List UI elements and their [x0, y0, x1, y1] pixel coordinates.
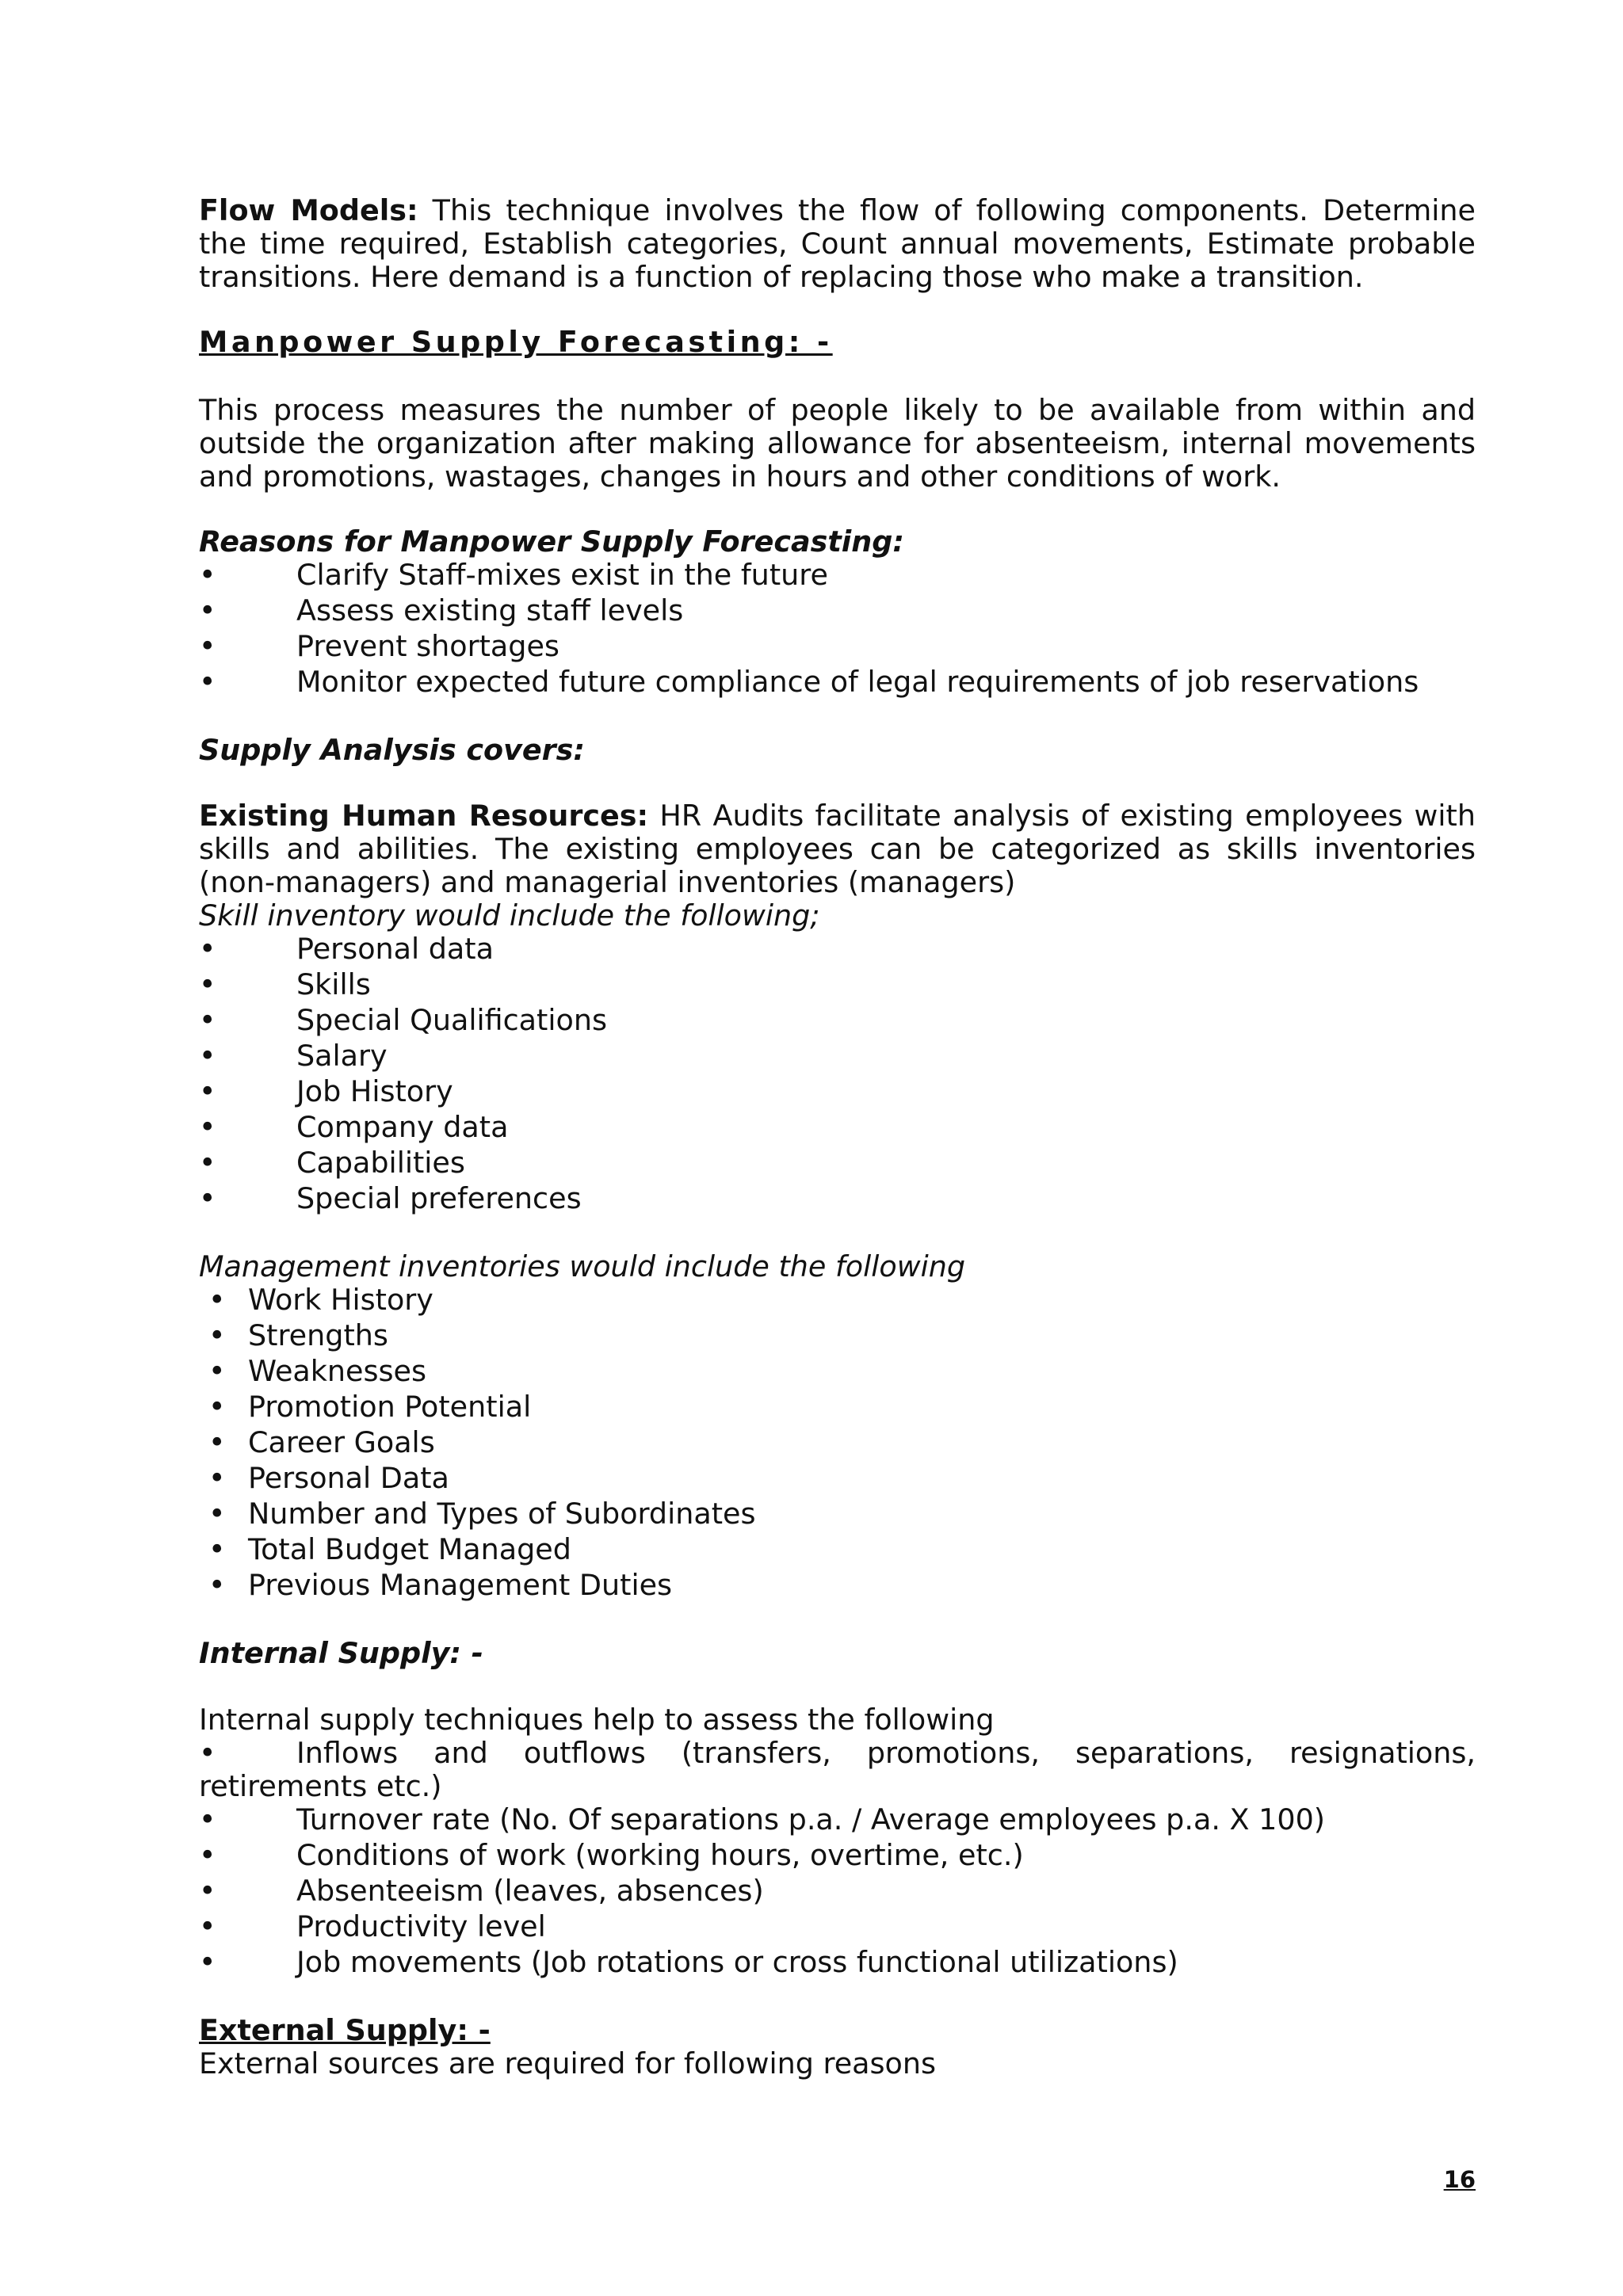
bullet-icon: • [199, 558, 216, 592]
supply-analysis-heading: Supply Analysis covers: [199, 733, 585, 767]
list-item: • Previous Management Duties [208, 1568, 673, 1602]
list-item: • Company data [199, 1110, 509, 1144]
skill-inventory-list [199, 933, 1476, 1218]
flow-models-text: This technique involves the flow of following components. Determine the time required, Establish categories, Count annual movements, Estimate probable transitions. Here demand is a function of replacing those who make a transition. [199, 193, 1476, 294]
bullet-icon: • [199, 1802, 216, 1836]
bullet-icon: • [208, 1318, 226, 1352]
bullet-icon: • [208, 1461, 226, 1495]
bullet-icon: • [199, 1181, 216, 1215]
bullet-icon: • [199, 1003, 216, 1037]
internal-supply-list [199, 1803, 1476, 1981]
bullet-icon: • [199, 1909, 216, 1943]
bullet-icon: • [208, 1497, 226, 1531]
list-item: • Job History [199, 1074, 453, 1108]
list-item: • Salary [199, 1039, 388, 1073]
bullet-icon: • [199, 1838, 216, 1872]
list-item: • Number and Types of Subordinates [208, 1497, 756, 1531]
existing-hr-paragraph [199, 799, 1476, 899]
bullet-icon: • [199, 1874, 216, 1908]
manpower-supply-heading: Manpower Supply Forecasting: - [199, 325, 833, 359]
document-page [199, 194, 1476, 2081]
flow-models-paragraph [199, 194, 1476, 294]
bullet-icon: • [199, 593, 216, 627]
page-number: 16 [1443, 2166, 1476, 2193]
list-item: • Conditions of work (working hours, overtime, etc.) [199, 1838, 1024, 1872]
list-item: • Personal Data [208, 1461, 449, 1495]
list-item: • Promotion Potential [208, 1390, 532, 1424]
list-item: • Special Qualifications [199, 1003, 607, 1037]
list-item: • Strengths [208, 1318, 388, 1352]
existing-hr-label: Existing Human Resources: [199, 799, 649, 833]
list-item: • Job movements (Job rotations or cross functional utilizations) [199, 1945, 1178, 1979]
bullet-icon: • [199, 967, 216, 1001]
bullet-icon: • [199, 1110, 216, 1144]
external-supply-text: External sources are required for following reasons [199, 2046, 937, 2081]
bullet-icon: • [199, 1146, 216, 1180]
list-item: • Assess existing staff levels [199, 593, 684, 627]
list-item: • Special preferences [199, 1181, 582, 1215]
bullet-icon: • [199, 1074, 216, 1108]
manpower-supply-paragraph: This process measures the number of people likely to be available from within and outside the organization after making allowance for absenteeism, internal movements and promotions, wastages, changes in hours and other conditions of work. [199, 393, 1476, 494]
list-item: • Absenteeism (leaves, absences) [199, 1874, 764, 1908]
flow-models-label: Flow Models: [199, 193, 418, 227]
skill-inventory-intro: Skill inventory would include the following; [199, 898, 820, 933]
list-item: • Productivity level [199, 1909, 546, 1943]
bullet-icon: • [199, 1736, 216, 1770]
management-inventories-intro: Management inventories would include the following [199, 1249, 966, 1283]
bullet-icon: • [208, 1390, 226, 1424]
list-item: • Personal data [199, 932, 494, 966]
bullet-icon: • [199, 665, 216, 699]
internal-supply-intro: Internal supply techniques help to assess the following [199, 1703, 995, 1737]
list-item: • Turnover rate (No. Of separations p.a. / Average employees p.a. X 100) [199, 1802, 1326, 1836]
bullet-icon: • [199, 932, 216, 966]
list-item: • Work History [208, 1283, 433, 1317]
bullet-icon: • [208, 1425, 226, 1459]
management-inventories-list [199, 1283, 1476, 1604]
bullet-icon: • [199, 1945, 216, 1979]
internal-supply-first-item: • Inflows and outflows (transfers, promotions, separations, resignations, retirements etc.) [199, 1736, 1476, 1803]
list-item: • Career Goals [208, 1425, 435, 1459]
reasons-heading: Reasons for Manpower Supply Forecasting: [199, 524, 905, 559]
bullet-icon: • [208, 1354, 226, 1388]
bullet-icon: • [208, 1568, 226, 1602]
reasons-list [199, 559, 1476, 701]
list-item: • Capabilities [199, 1146, 465, 1180]
existing-hr-text: HR Audits facilitate analysis of existing employees with skills and abilities. The existing employees can be categorized as skills inventories (non-managers) and managerial inventories (managers) [199, 799, 1476, 899]
list-item: • Prevent shortages [199, 629, 559, 663]
list-item: • Weaknesses [208, 1354, 427, 1388]
list-item: • Monitor expected future compliance of legal requirements of job reservations [199, 665, 1419, 699]
bullet-icon: • [208, 1532, 226, 1566]
bullet-icon: • [208, 1283, 226, 1317]
bullet-icon: • [199, 629, 216, 663]
list-item: • Skills [199, 967, 371, 1001]
bullet-icon: • [199, 1039, 216, 1073]
list-item: • Clarify Staff-mixes exist in the future [199, 558, 828, 592]
external-supply-heading: External Supply: - [199, 2013, 491, 2047]
list-item: • Total Budget Managed [208, 1532, 571, 1566]
internal-supply-heading: Internal Supply: - [199, 1636, 483, 1670]
